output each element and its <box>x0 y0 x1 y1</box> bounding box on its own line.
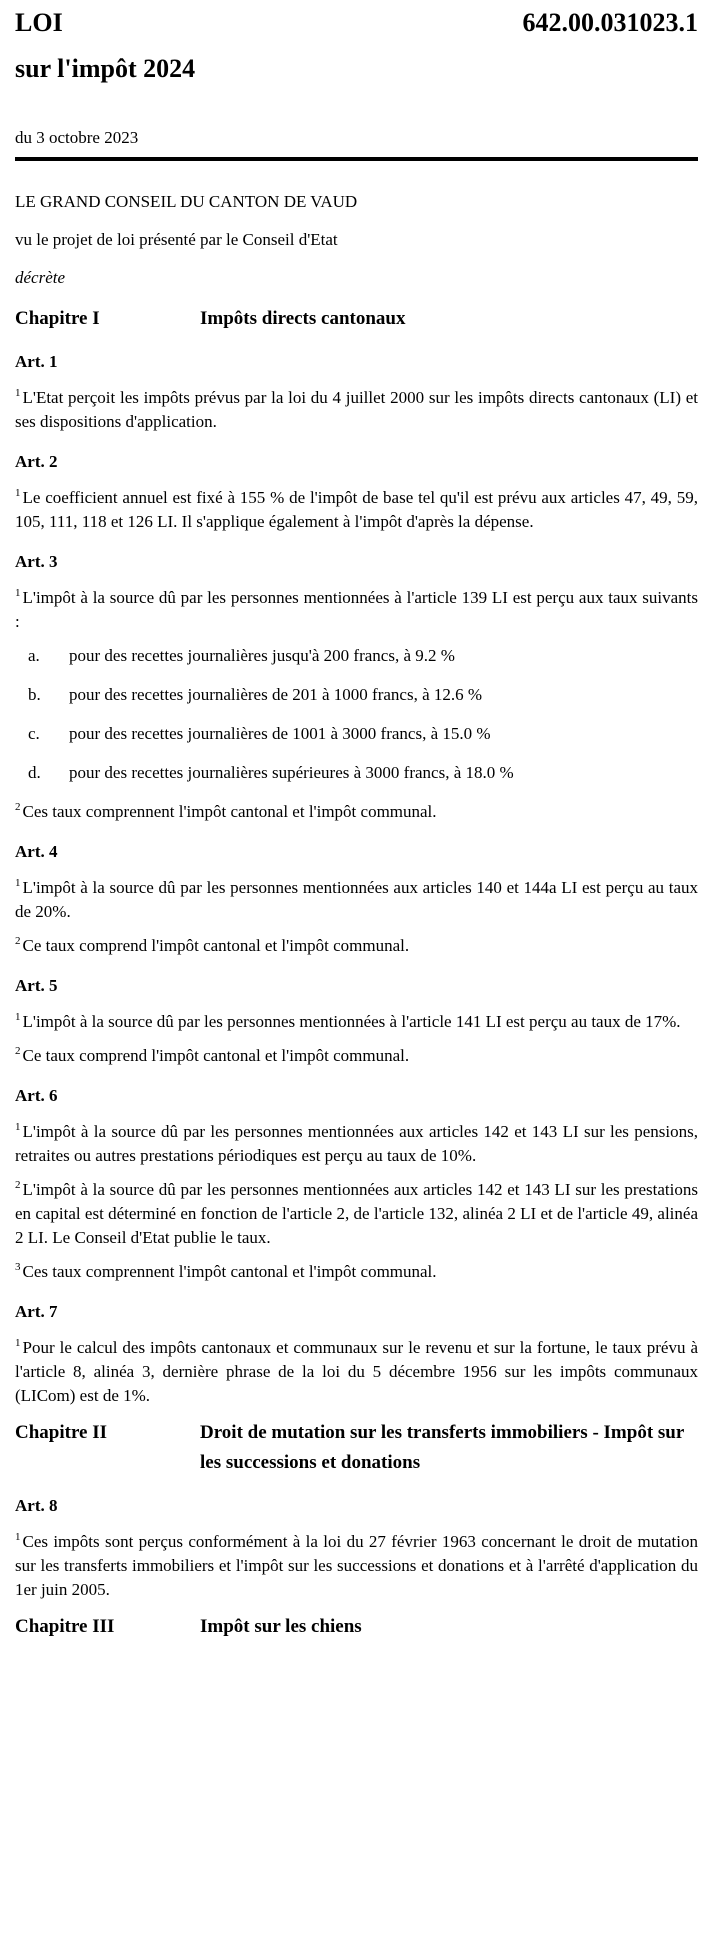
header-divider <box>15 157 698 161</box>
paragraph <box>15 486 698 534</box>
paragraph-text: Pour le calcul des impôts cantonaux et communaux sur le revenu et sur la fortune, le taux prévu à l'article 8, alinéa 3, dernière phrase de la loi du 5 décembre 1956 sur les impôts communaux (LICom) est de 1%. <box>15 1338 698 1405</box>
paragraph-text: Ces impôts sont perçus conformément à la loi du 27 février 1963 concernant le droit de mutation sur les transferts immobiliers et l'impôt sur les successions et donations et à l'arrêté d'application du 1er juin 2005. <box>15 1532 698 1599</box>
list-text: pour des recettes journalières de 201 à 1000 francs, à 12.6 % <box>69 685 483 704</box>
paragraph <box>15 876 698 924</box>
paragraph <box>15 800 698 824</box>
paragraph <box>15 1530 698 1602</box>
list-letter: b. <box>28 685 41 704</box>
authority-line: LE GRAND CONSEIL DU CANTON DE VAUD <box>15 192 358 211</box>
law-title: sur l'impôt 2024 <box>15 54 196 83</box>
paragraph-number: 1 <box>15 387 21 400</box>
paragraph <box>15 386 698 434</box>
paragraph <box>15 1336 698 1408</box>
law-date: du 3 octobre 2023 <box>15 128 139 147</box>
list-item <box>15 761 698 785</box>
paragraph-number: 2 <box>15 1179 21 1192</box>
list-text: pour des recettes journalières jusqu'à 200 francs, à 9.2 % <box>69 646 455 665</box>
paragraph-text: Ces taux comprennent l'impôt cantonal et l'impôt communal. <box>22 1262 437 1281</box>
paragraph-number: 3 <box>15 1261 21 1274</box>
paragraph <box>15 1260 698 1284</box>
list-letter: d. <box>28 763 41 782</box>
paragraph <box>15 1010 698 1034</box>
rate-list <box>15 644 698 785</box>
paragraph <box>15 1178 698 1250</box>
list-text: pour des recettes journalières de 1001 à 3000 francs, à 15.0 % <box>69 724 491 743</box>
chapter-heading <box>15 1418 698 1478</box>
paragraph-number: 2 <box>15 801 21 814</box>
article-heading: Art. 1 <box>15 352 58 371</box>
list-letter: a. <box>28 646 40 665</box>
decree-line: décrète <box>15 268 66 287</box>
chapter-title: Impôt sur les chiens <box>200 1616 362 1637</box>
list-letter: c. <box>28 724 40 743</box>
list-item <box>15 644 698 668</box>
chapter-title: Droit de mutation sur les transferts immobiliers - Impôt sur les successions et donations <box>200 1422 684 1473</box>
chapter-number: Chapitre III <box>15 1616 115 1637</box>
chapter-heading <box>15 1612 698 1642</box>
paragraph-number: 1 <box>15 1531 21 1544</box>
chapter-number: Chapitre II <box>15 1422 108 1443</box>
header-row <box>15 6 698 40</box>
paragraph-number: 1 <box>15 1337 21 1350</box>
paragraph-number: 2 <box>15 935 21 948</box>
paragraph-text: L'impôt à la source dû par les personnes mentionnées aux articles 142 et 143 LI sur les pensions, retraites ou autres prestations périodiques est perçu au taux de 10%. <box>15 1122 698 1165</box>
paragraph <box>15 586 698 634</box>
paragraph-number: 1 <box>15 487 21 500</box>
article-heading: Art. 8 <box>15 1496 58 1515</box>
paragraph-text: L'impôt à la source dû par les personnes mentionnées aux articles 142 et 143 LI sur les prestations en capital est déterminé en fonction de l'article 2, de l'article 132, alinéa 2 LI et de l'article 49, alinéa 2 LI. Le Conseil d'Etat publie le taux. <box>15 1180 698 1247</box>
list-item <box>15 722 698 746</box>
article-heading: Art. 7 <box>15 1302 58 1321</box>
paragraph <box>15 1044 698 1068</box>
paragraph-number: 1 <box>15 877 21 890</box>
paragraph-text: L'impôt à la source dû par les personnes mentionnées à l'article 141 LI est perçu au taux de 17%. <box>22 1012 681 1031</box>
paragraph-number: 1 <box>15 1011 21 1024</box>
paragraph-text: L'impôt à la source dû par les personnes mentionnées aux articles 140 et 144a LI est perçu au taux de 20%. <box>15 878 698 921</box>
law-number: 642.00.031023.1 <box>522 8 698 37</box>
article-heading: Art. 4 <box>15 842 58 861</box>
paragraph-text: Le coefficient annuel est fixé à 155 % de l'impôt de base tel qu'il est prévu aux articles 47, 49, 59, 105, 111, 118 et 126 LI. Il s'applique également à l'impôt d'après la dépense. <box>15 488 698 531</box>
article-heading: Art. 5 <box>15 976 58 995</box>
paragraph-text: Ces taux comprennent l'impôt cantonal et l'impôt communal. <box>22 802 437 821</box>
law-type: LOI <box>15 8 63 37</box>
list-text: pour des recettes journalières supérieures à 3000 francs, à 18.0 % <box>69 763 514 782</box>
paragraph-number: 2 <box>15 1045 21 1058</box>
article-heading: Art. 2 <box>15 452 58 471</box>
article-heading: Art. 6 <box>15 1086 58 1105</box>
paragraph-text: Ce taux comprend l'impôt cantonal et l'impôt communal. <box>22 936 410 955</box>
law-body <box>15 190 698 1652</box>
paragraph-text: L'Etat perçoit les impôts prévus par la loi du 4 juillet 2000 sur les impôts directs cantonaux (LI) et ses dispositions d'application. <box>15 388 698 431</box>
paragraph <box>15 934 698 958</box>
list-item <box>15 683 698 707</box>
paragraph <box>15 1120 698 1168</box>
paragraph-text: L'impôt à la source dû par les personnes mentionnées à l'article 139 LI est perçu aux taux suivants : <box>15 588 698 631</box>
paragraph-text: Ce taux comprend l'impôt cantonal et l'impôt communal. <box>22 1046 410 1065</box>
chapter-number: Chapitre I <box>15 308 100 329</box>
paragraph-number: 1 <box>15 1121 21 1134</box>
article-heading: Art. 3 <box>15 552 58 571</box>
chapter-title: Impôts directs cantonaux <box>200 308 406 329</box>
paragraph-number: 1 <box>15 587 21 600</box>
chapter-heading <box>15 304 698 334</box>
considering-line: vu le projet de loi présenté par le Conseil d'Etat <box>15 230 338 249</box>
